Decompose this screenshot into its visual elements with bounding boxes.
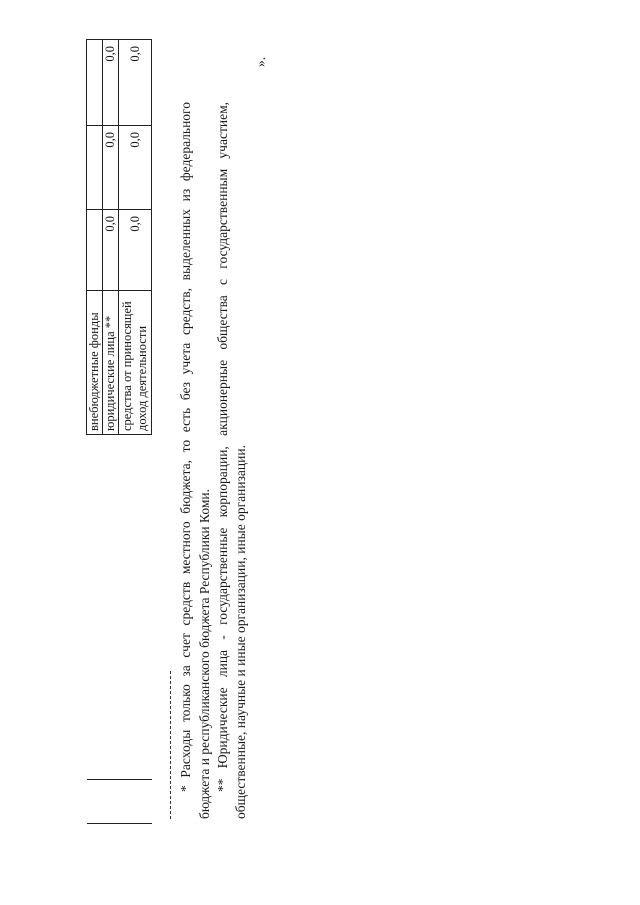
- footnote-separator: [170, 671, 171, 819]
- row-label: юридические лица **: [103, 291, 119, 435]
- closing-quote-mark: ».: [253, 56, 268, 67]
- value-cell: 0,0: [119, 40, 152, 126]
- value-cell: 0,0: [103, 210, 119, 291]
- value-cell: 0,0: [103, 126, 119, 210]
- footnote-1-line-1: * Расходы только за счет средств местного бюджета, то есть без учета средств, выделенных из федерального: [178, 102, 193, 792]
- row-label: внебюджетные фонды: [87, 291, 103, 435]
- footnote-1-line-2: бюджета и республиканского бюджета Республики Коми.: [197, 489, 212, 819]
- value-cell: 0,0: [119, 126, 152, 210]
- footnote-2-line-2: общественные, научные и иные организации, иные организации.: [233, 445, 248, 819]
- row-label: средства от приносящей доход деятельности: [119, 291, 152, 435]
- value-cell: 0,0: [103, 40, 119, 126]
- value-cell: 0,0: [119, 210, 152, 291]
- footnote-2-line-1: ** Юридические лица - государственные корпорации, акционерные общества с государственным участием,: [215, 102, 230, 792]
